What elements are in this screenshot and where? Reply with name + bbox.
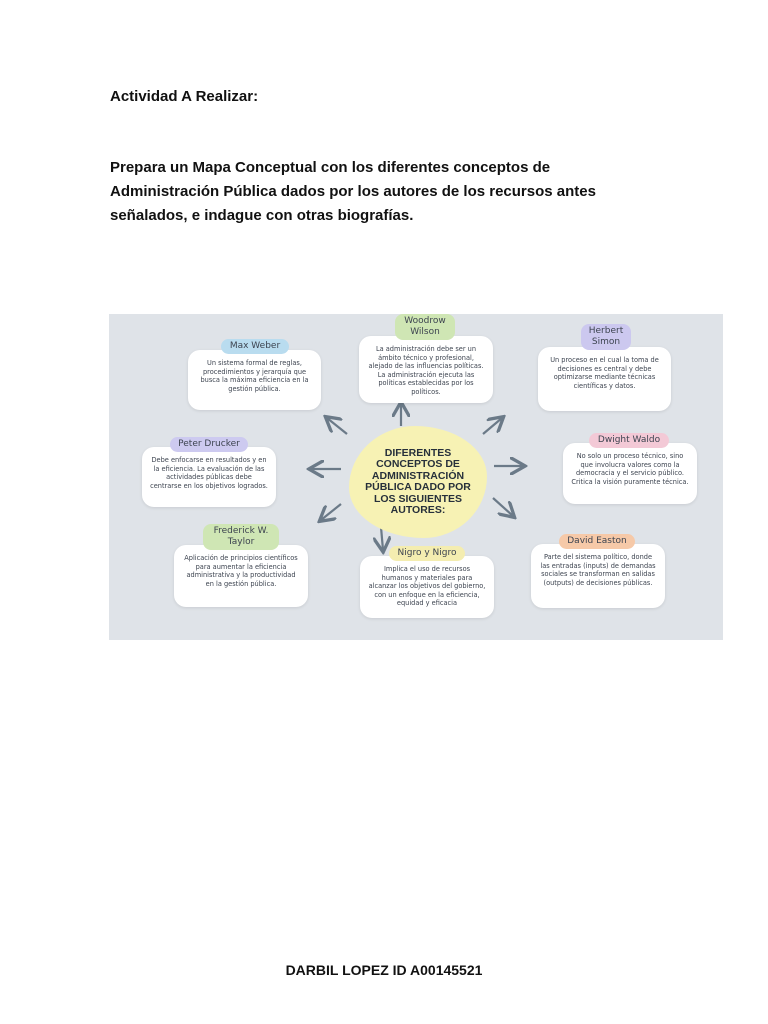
arrow-to-max-weber: [327, 418, 347, 434]
author-tag-dwight-waldo: Dwight Waldo: [589, 433, 669, 448]
card-text: No solo un proceso técnico, sino que involucra valores como la democracia y el servicio público. Critica la visión puramente técnica.: [571, 452, 689, 486]
card-nigro-y-nigro: [360, 556, 494, 618]
author-tag-woodrow-wilson: Woodrow Wilson: [395, 314, 455, 340]
card-text: Un sistema formal de reglas, procedimientos y jerarquía que busca la máxima eficiencia en la gestión pública.: [200, 359, 309, 393]
author-tag-frederick-taylor: Frederick W. Taylor: [203, 524, 279, 550]
card-frederick-taylor: [174, 545, 308, 607]
student-id-footer: DARBIL LOPEZ ID A00145521: [285, 962, 483, 978]
card-dwight-waldo: [563, 443, 697, 504]
card-woodrow-wilson: [359, 336, 493, 403]
author-tag-herbert-simon: Herbert Simon: [581, 324, 631, 350]
card-david-easton: [531, 544, 665, 608]
author-tag-peter-drucker: Peter Drucker: [170, 437, 248, 452]
arrow-to-nigro-y-nigro: [381, 527, 383, 550]
arrow-to-david-easton: [493, 498, 513, 516]
activity-heading: Actividad A Realizar:: [110, 88, 259, 105]
arrow-to-herbert-simon: [483, 418, 502, 434]
card-text: Un proceso en el cual la toma de decisiones es central y debe optimizarse mediante técnicas científicas y datos.: [550, 356, 659, 390]
instructions-text: Prepara un Mapa Conceptual con los diferentes conceptos de Administración Pública dados por los autores de los recursos antes señalados, e indague con otras biografías.: [110, 159, 596, 224]
map-center-title: DIFERENTES CONCEPTOS DE ADMINISTRACIÓN PÚBLICA DADO POR LOS SIGUIENTES AUTORES:: [349, 426, 487, 538]
author-tag-david-easton: David Easton: [559, 534, 635, 549]
card-text: Implica el uso de recursos humanos y materiales para alcanzar los objetivos del gobierno, con un enfoque en la eficiencia, equidad y eficacia: [368, 565, 486, 608]
concept-map-image: [109, 314, 723, 640]
card-herbert-simon: [538, 347, 671, 411]
card-peter-drucker: [142, 447, 276, 507]
author-tag-nigro-y-nigro: Nigro y Nigro: [389, 546, 465, 561]
card-max-weber: [188, 350, 321, 410]
card-text: La administración debe ser un ámbito técnico y profesional, alejado de las influencias políticas. La administración ejecuta las políticas establecidas por los políticos.: [368, 345, 484, 396]
card-text: Aplicación de principios científicos para aumentar la eficiencia administrativa y la productividad en la gestión pública.: [184, 554, 298, 588]
card-text: Debe enfocarse en resultados y en la eficiencia. La evaluación de las actividades públicas debe centrarse en los objetivos logrados.: [150, 456, 268, 490]
author-tag-max-weber: Max Weber: [221, 339, 289, 354]
card-text: Parte del sistema político, donde las entradas (inputs) de demandas sociales se transforman en salidas (outputs) de decisiones públicas.: [540, 553, 656, 587]
arrow-to-frederick-taylor: [321, 504, 341, 520]
